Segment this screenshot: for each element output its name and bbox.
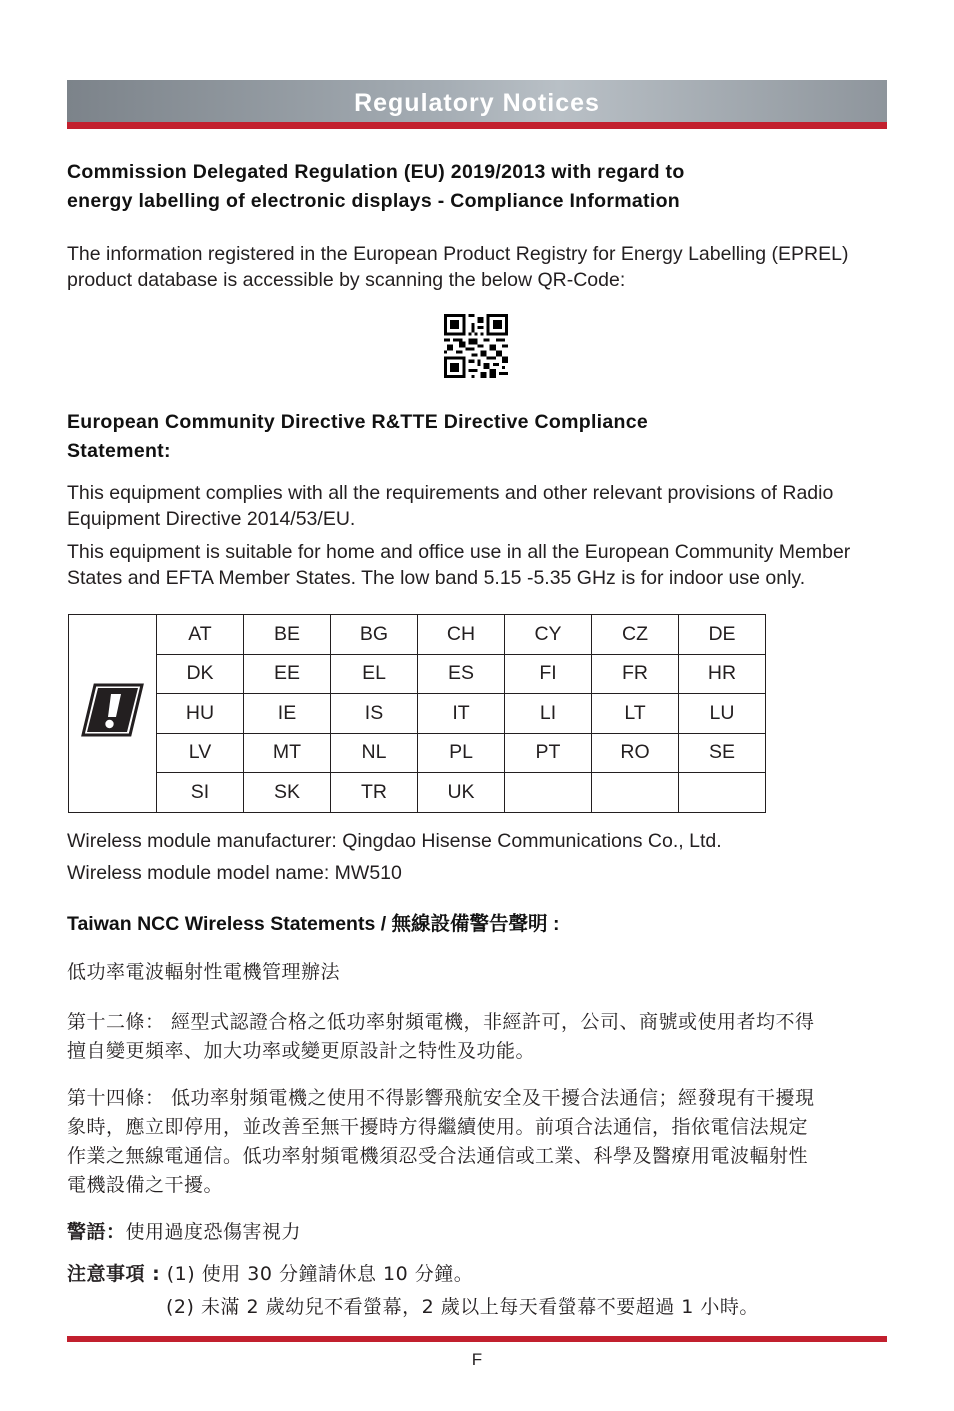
country-cell: EE <box>244 654 331 694</box>
rtte-paragraph-1 <box>67 480 897 532</box>
article-line: 第十二條： 經型式認證合格之低功率射頻電機，非經許可，公司、商號或使用者均不得 <box>67 1011 815 1033</box>
country-cell: LT <box>592 694 679 734</box>
country-cell: FI <box>505 654 592 694</box>
country-cell: EL <box>331 654 418 694</box>
restriction-warning-icon <box>81 679 145 741</box>
taiwan-article-14 <box>67 1084 887 1200</box>
country-cell: UK <box>418 773 505 813</box>
country-cell: HU <box>157 694 244 734</box>
country-cell: FR <box>592 654 679 694</box>
country-cell: IT <box>418 694 505 734</box>
rtte-text-line: Equipment Directive 2014/53/EU. <box>67 508 356 530</box>
wireless-manufacturer: Wireless module manufacturer: Qingdao Hisense Communications Co., Ltd. <box>67 830 722 852</box>
country-cell: DK <box>157 654 244 694</box>
article-line: 擅自變更頻率、加大功率或變更原設計之特性及功能。 <box>67 1040 536 1062</box>
country-cell: ES <box>418 654 505 694</box>
table-row <box>69 733 766 773</box>
country-restriction-table <box>68 614 766 813</box>
rtte-paragraph-2 <box>67 539 897 591</box>
table-row <box>69 694 766 734</box>
country-cell: SK <box>244 773 331 813</box>
notice-label: 注意事項 : <box>67 1263 161 1285</box>
country-cell: SE <box>679 733 766 773</box>
table-row <box>69 615 766 655</box>
country-cell: RO <box>592 733 679 773</box>
taiwan-article-12 <box>67 1008 887 1066</box>
country-cell <box>505 773 592 813</box>
taiwan-notice <box>67 1260 887 1289</box>
wireless-model: Wireless module model name: MW510 <box>67 862 402 884</box>
footer-divider <box>67 1336 887 1342</box>
table-row <box>69 654 766 694</box>
country-cell: MT <box>244 733 331 773</box>
country-cell: TR <box>331 773 418 813</box>
country-cell: CZ <box>592 615 679 655</box>
table-row <box>69 773 766 813</box>
country-cell: PL <box>418 733 505 773</box>
country-cell <box>679 773 766 813</box>
eprel-section-title <box>67 158 887 216</box>
rtte-text-line: States and EFTA Member States. The low band 5.15 -5.35 GHz is for indoor use only. <box>67 567 806 589</box>
country-cell: LV <box>157 733 244 773</box>
country-cell: BE <box>244 615 331 655</box>
country-cell: IS <box>331 694 418 734</box>
article-line: 作業之無線電通信。低功率射頻電機須忍受合法通信或工業、科學及醫療用電波輻射性 <box>67 1145 809 1167</box>
country-cell: BG <box>331 615 418 655</box>
country-cell: LU <box>679 694 766 734</box>
article-line: 電機設備之干擾。 <box>67 1174 224 1196</box>
eprel-title-line: Commission Delegated Regulation (EU) 2019/2013 with regard to <box>67 161 685 183</box>
page-title: Regulatory Notices <box>354 89 600 117</box>
country-cell: LI <box>505 694 592 734</box>
rtte-title-line: Statement: <box>67 440 171 462</box>
rtte-title-line: European Community Directive R&TTE Directive Compliance <box>67 411 649 433</box>
eprel-text-line: The information registered in the European Product Registry for Energy Labelling (EPREL) <box>67 243 849 265</box>
page-number: F <box>471 1350 483 1369</box>
eprel-paragraph <box>67 241 897 293</box>
eprel-title-line: energy labelling of electronic displays - Compliance Information <box>67 190 680 212</box>
country-cell: CH <box>418 615 505 655</box>
rtte-text-line: This equipment is suitable for home and office use in all the European Community Member <box>67 541 851 563</box>
rtte-text-line: This equipment complies with all the requirements and other relevant provisions of Radio <box>67 482 834 504</box>
country-cell: CY <box>505 615 592 655</box>
rtte-section-title <box>67 408 887 466</box>
country-cell: NL <box>331 733 418 773</box>
article-line: 第十四條： 低功率射頻電機之使用不得影響飛航安全及干擾合法通信；經發現有干擾現 <box>67 1087 815 1109</box>
country-cell <box>592 773 679 813</box>
taiwan-notice-item-2: (2) 未滿 2 歲幼兒不看螢幕，2 歲以上每天看螢幕不要超過 1 小時。 <box>166 1296 759 1318</box>
country-cell: SI <box>157 773 244 813</box>
country-cell: IE <box>244 694 331 734</box>
warning-text: 使用過度恐傷害視力 <box>125 1221 302 1243</box>
icon-cell <box>69 615 157 813</box>
country-cell: HR <box>679 654 766 694</box>
country-cell: DE <box>679 615 766 655</box>
country-cell: PT <box>505 733 592 773</box>
header-divider <box>67 122 887 129</box>
qr-code-icon <box>444 314 508 378</box>
header-band <box>67 80 887 122</box>
country-cell: AT <box>157 615 244 655</box>
notice-item: (1) 使用 30 分鐘請休息 10 分鐘。 <box>166 1263 474 1285</box>
warning-label: 警語： <box>67 1221 126 1243</box>
taiwan-law-name: 低功率電波輻射性電機管理辦法 <box>67 961 341 983</box>
taiwan-section-title: Taiwan NCC Wireless Statements / 無線設備警告聲明 : <box>67 913 560 935</box>
article-line: 象時，應立即停用，並改善至無干擾時方得繼續使用。前項合法通信，指依電信法規定 <box>67 1116 809 1138</box>
eprel-text-line: product database is accessible by scanning the below QR-Code: <box>67 269 626 291</box>
taiwan-warning <box>67 1218 887 1247</box>
